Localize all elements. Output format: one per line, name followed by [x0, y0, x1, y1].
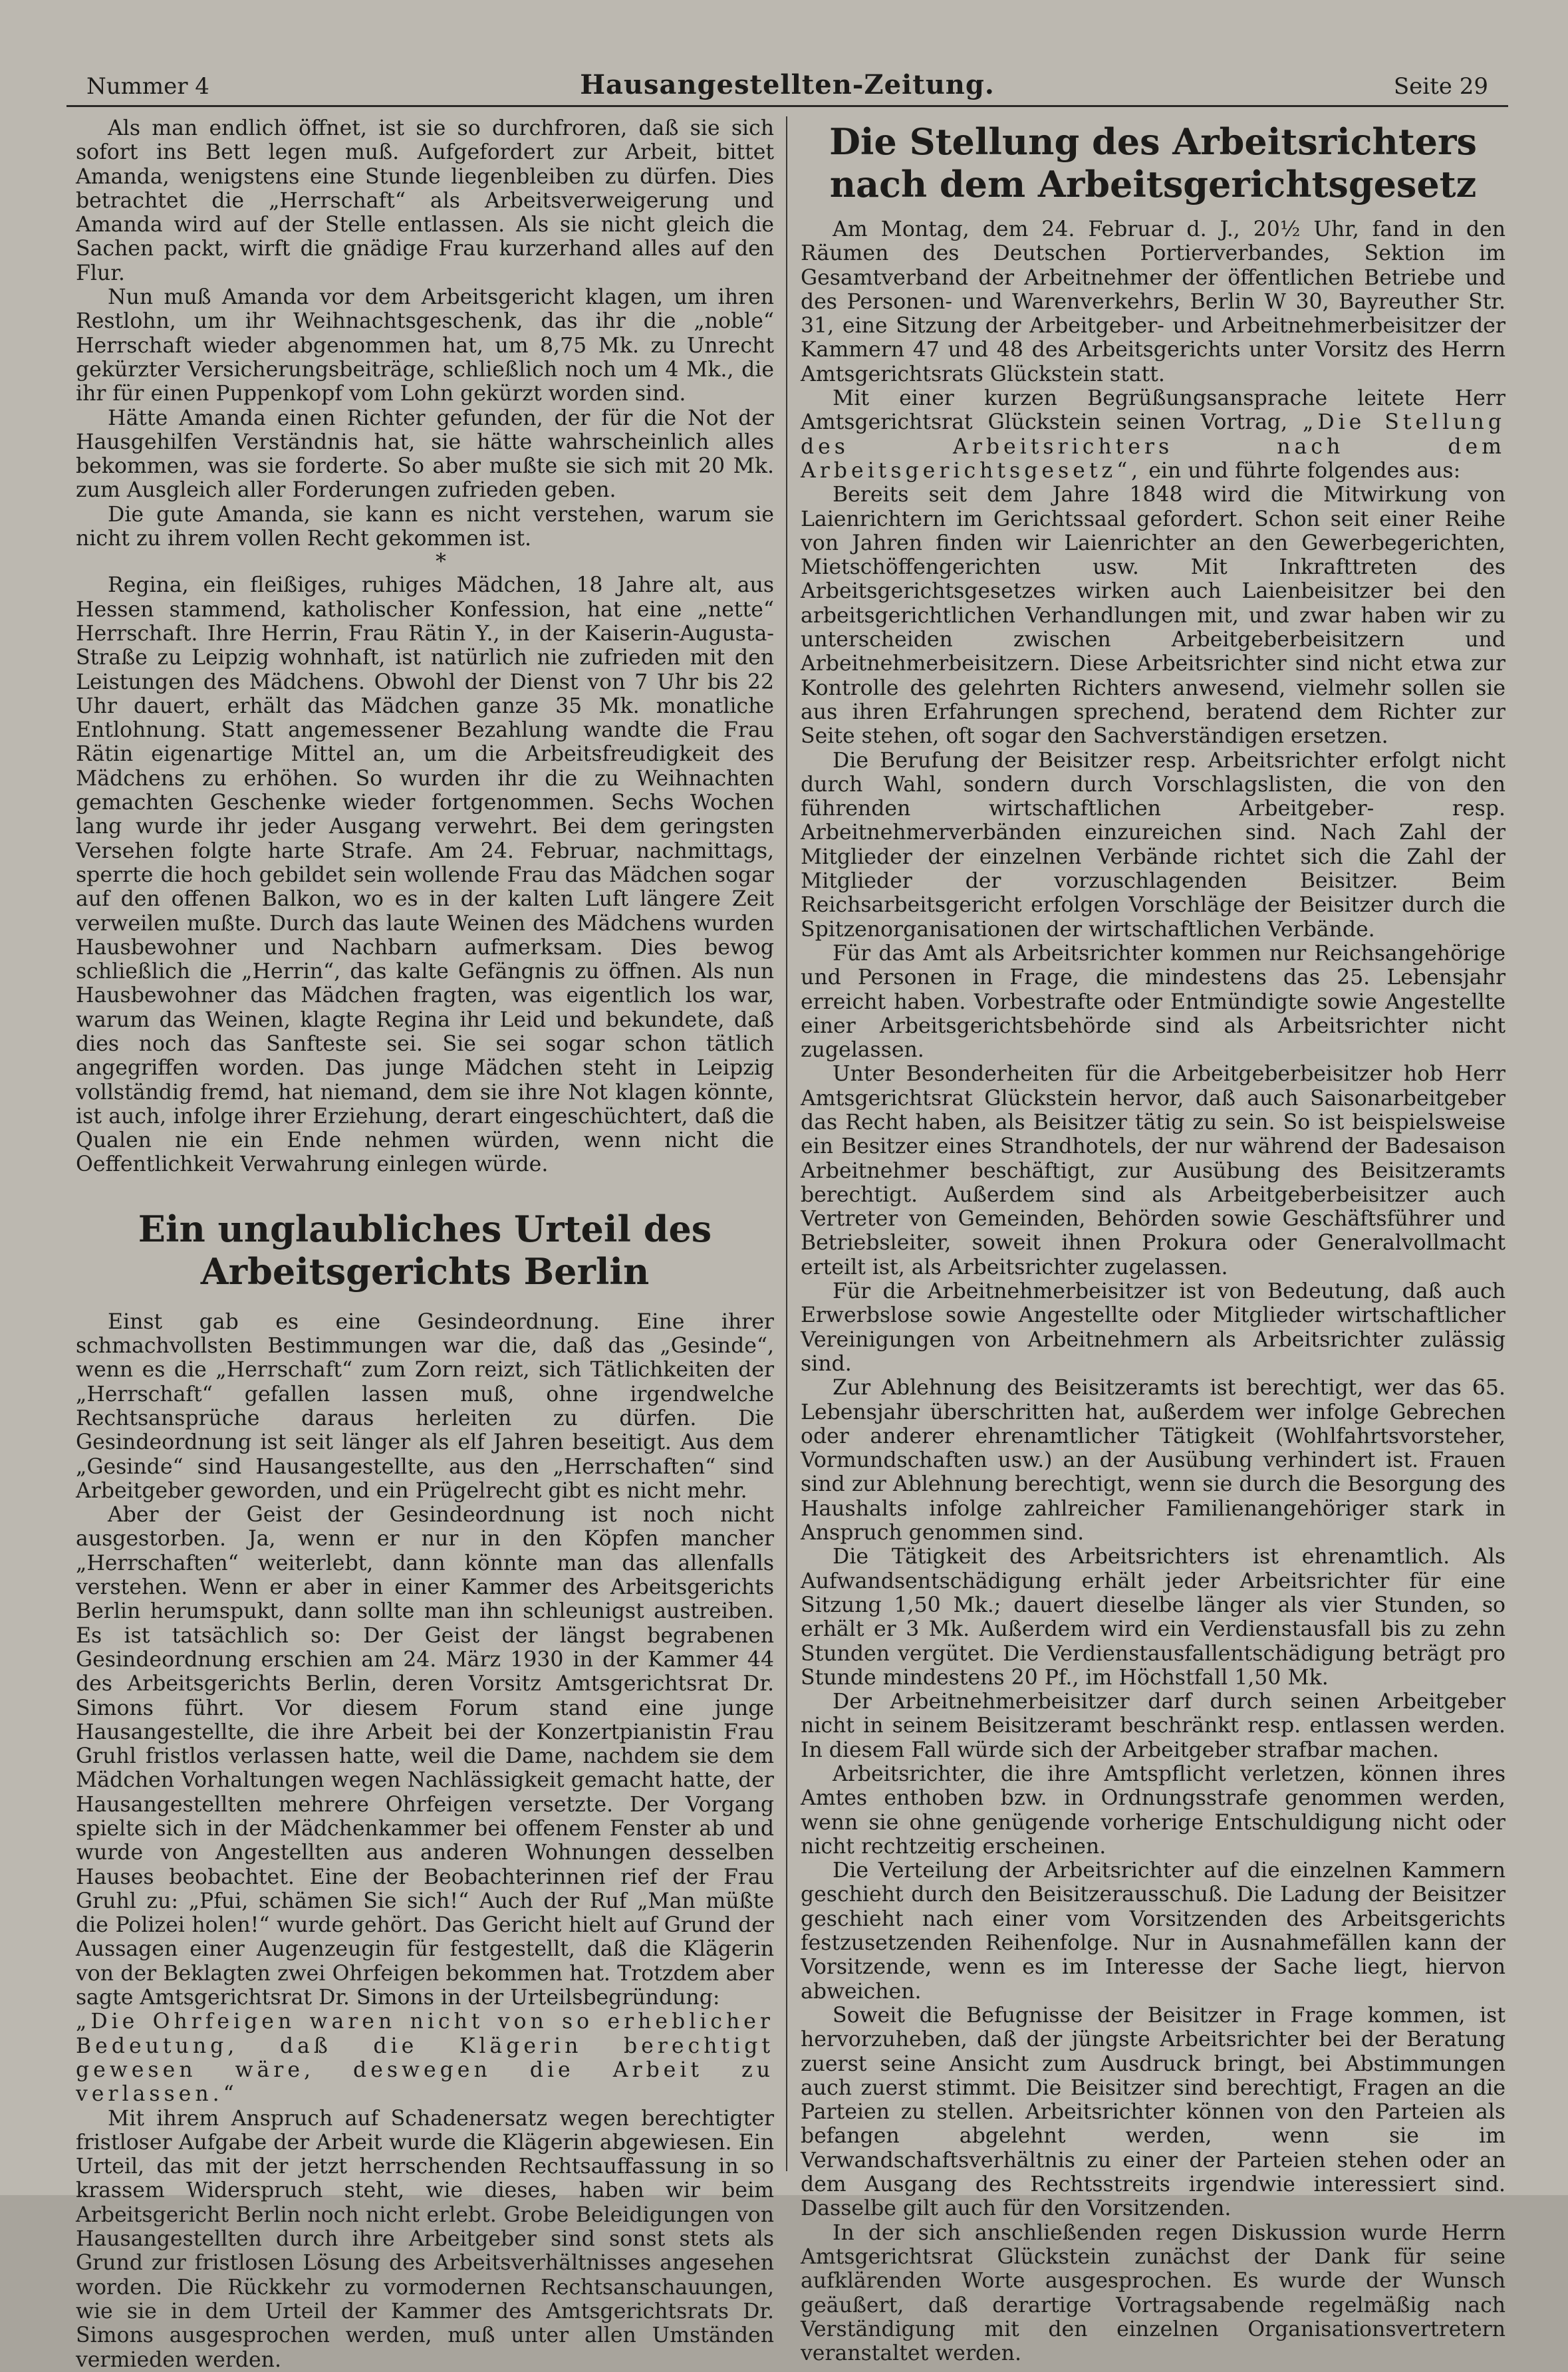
court-quote: „Die Ohrfeigen waren nicht von so erheblicher Bedeutung, daß die Klägerin berechtigt gewesen wäre, deswegen die Arbeit zu verlassen.“ — [76, 2010, 774, 2107]
issue-number: Nummer 4 — [86, 73, 209, 100]
paragraph: Für die Arbeitnehmerbeisitzer ist von Bedeutung, daß auch Erwerbslose sowie Angestellte oder Mitglieder wirtschaftlicher Vereinigungen von Arbeitnehmern als Arbeitsrichter zulässig sind. — [801, 1279, 1505, 1376]
paragraph-text: ein und führte folgendes aus: — [1148, 458, 1461, 483]
paragraph: Die Tätigkeit des Arbeitsrichters ist ehrenamtlich. Als Aufwandsentschädigung erhält jeder Arbeitsrichter für eine Sitzung 1,50 Mk.; dauert dieselbe länger als vier Stunden, so erhält er 3 Mk. Außerdem wird ein Verdienstausfall bis zu zehn Stunden vergütet. Die Verdienstausfallentschädigung beträgt pro Stunde mindestens 20 Pf., im Höchstfall 1,50 Mk. — [801, 1545, 1505, 1690]
article-heading: Die Stellung des Arbeitsrichters nach dem Arbeitsgerichtsgesetz — [829, 120, 1477, 205]
paragraph: Zur Ablehnung des Beisitzeramts ist berechtigt, wer das 65. Lebensjahr überschritten hat, außerdem wer infolge Gebrechen oder anderer ehrenamtlicher Tätigkeit (Wohlfahrtsvorsteher, Vormundschaften usw.) an der Ausübung verhindert ist. Frauen sind zur Ablehnung berechtigt, wenn sie durch die Besorgung des Haushalts infolge zahlreicher Familienangehöriger stark in Anspruch genommen sind. — [801, 1376, 1505, 1545]
article-heading: Ein unglaubliches Urteil des Arbeitsgerichts Berlin — [138, 1207, 712, 1293]
paragraph: Mit ihrem Anspruch auf Schadenersatz wegen berechtigter fristloser Aufgabe der Arbeit wurde die Klägerin abgewiesen. Ein Urteil, das mit der jetzt herrschenden Rechtsauffassung in so krassem Widerspruch steht, wie dieses, haben wir beim Arbeitsgericht Berlin noch nicht erlebt. Grobe Beleidigungen von Hausangestellten durch ihre Arbeitgeber sind sonst stets als Grund zur fristlosen Lösung des Arbeitsverhältnisses angesehen worden. Die Rückkehr zu vormodernen Rechtsanschauungen, wie sie in dem Urteil der Kammer des Amtsgerichtsrats Dr. Simons ausgesprochen werden, muß unter allen Umständen vermieden werden. — [76, 2106, 774, 2372]
paragraph: Regina, ein fleißiges, ruhiges Mädchen, 18 Jahre alt, aus Hessen stammend, katholischer Konfession, hat eine „nette“ Herrschaft. Ihre Herrin, Frau Rätin Y., in der Kaiserin-Augusta-Straße zu Leipzig wohnhaft, ist natürlich nie zufrieden mit den Leistungen des Mädchens. Obwohl der Dienst von 7 Uhr bis 22 Uhr dauert, erhält das Mädchen ganze 35 Mk. monatliche Entlohnung. Statt angemessener Bezahlung wandte die Frau Rätin eigenartige Mittel an, um die Arbeitsfreudigkeit des Mädchens zu erhöhen. So wurden ihr die zu Weihnachten gemachten Geschenke wieder fortgenommen. Sechs Wochen lang wurde ihr jeder Ausgang verwehrt. Bei dem geringsten Versehen folgte harte Strafe. Am 24. Februar, nachmittags, sperrte die hoch gebildet sein wollende Frau das Mädchen sogar auf den offenen Balkon, wo es in der kalten Luft längere Zeit verweilen mußte. Durch das laute Weinen des Mädchens wurden Hausbewohner und Nachbarn aufmerksam. Dies bewog schließlich die „Herrin“, das kalte Gefängnis zu öffnen. Als nun Hausbewohner das Mädchen fragten, was eigentlich los war, warum das Weinen, klagte Regina ihr Leid und bekundete, daß dies noch das Sanfteste sei. Sie sei sogar schon tätlich angegriffen worden. Das junge Mädchen steht in Leipzig vollständig fremd, hat niemand, dem sie ihre Not klagen könnte, ist auch, infolge ihrer Erziehung, derart eingeschüchtert, daß die Qualen nie ein Ende nehmen würden, wenn nicht die Oeffentlichkeit Verwahrung einlegen würde. — [76, 573, 774, 1177]
paragraph: Soweit die Befugnisse der Beisitzer in Frage kommen, ist hervorzuheben, daß der jüngste Arbeitsrichter bei der Beratung zuerst seine Ansicht zum Ausdruck bringt, bei Abstimmungen auch zuerst stimmt. Die Beisitzer sind berechtigt, Fragen an die Parteien zu stellen. Arbeitsrichter können von den Parteien als befangen abgelehnt werden, wenn sie im Verwandschaftsverhältnis zu einer der Parteien stehen oder an dem Ausgang des Rechtsstreits irgendwie interessiert sind. Dasselbe gilt auch für den Vorsitzenden. — [801, 2003, 1505, 2221]
article-columns — [66, 116, 1508, 2372]
paragraph: Hätte Amanda einen Richter gefunden, der für die Not der Hausgehilfen Verständnis hat, sie hätte wahrscheinlich alles bekommen, was sie forderte. So aber mußte sie sich mit 20 Mk. zum Ausgleich aller Forderungen zufrieden geben. — [76, 406, 774, 503]
column-divider — [786, 116, 787, 2171]
paragraph: In der sich anschließenden regen Diskussion wurde Herrn Amtsgerichtsrat Glückstein zunächst der Dank für seine aufklärenden Worte ausgesprochen. Es wurde der Wunsch geäußert, daß derartige Vortragsabende regelmäßig nach Verständigung mit den einzelnen Organisationsvertretern veranstaltet werden. — [801, 2220, 1505, 2366]
paragraph: Die gute Amanda, sie kann es nicht verstehen, warum sie nicht zu ihrem vollen Recht gekommen ist. — [76, 502, 774, 551]
paragraph: Als man endlich öffnet, ist sie so durchfroren, daß sie sich sofort ins Bett legen muß. Aufgefordert zur Arbeit, bittet Amanda, wenigstens eine Stunde liegenbleiben zu dürfen. Dies betrachtet die „Herrschaft“ als Arbeitsverweigerung und Amanda wird auf der Stelle entlassen. Als sie nicht gleich die Sachen packt, wirft die gnädige Frau kurzerhand alles auf den Flur. — [76, 116, 774, 285]
left-column — [76, 116, 774, 2372]
paragraph: Aber der Geist der Gesindeordnung ist noch nicht ausgestorben. Ja, wenn er nur in den Köpfen mancher „Herrschaften“ weiterlebt, dann könnte man das allenfalls verstehen. Wenn er aber in einer Kammer des Arbeitsgerichts Berlin herumspukt, dann sollte man ihn schleunigst austreiben. Es ist tatsächlich so: Der Geist der längst begrabenen Gesindeordnung erschien am 24. März 1930 in der Kammer 44 des Arbeitsgerichts Berlin, deren Vorsitz Amtsgerichtsrat Dr. Simons führt. Vor diesem Forum stand eine junge Hausangestellte, die ihre Arbeit bei der Konzertpianistin Frau Gruhl fristlos verlassen hatte, weil die Dame, nachdem sie dem Mädchen Vorhaltungen wegen Nachlässigkeit gemacht hatte, der Hausangestellten mehrere Ohrfeigen versetzte. Der Vorgang spielte sich in der Mädchenkammer bei offenem Fenster ab und wurde von Angestellten aus anderen Wohnungen desselben Hauses beobachtet. Eine der Beobachterinnen rief der Frau Gruhl zu: „Pfui, schämen Sie sich!“ Auch der Ruf „Man müßte die Polizei holen!“ wurde gehört. Das Gericht hielt auf Grund der Aussagen einer Augenzeugin für festgestellt, daß die Klägerin von der Beklagten zwei Ohrfeigen bekommen hat. Trotzdem aber sagte Amtsgerichtsrat Dr. Simons in der Urteilsbegründung: — [76, 1503, 774, 2010]
paragraph: Der Arbeitnehmerbeisitzer darf durch seinen Arbeitgeber nicht in seinem Beisitzeramt beschränkt resp. entlassen werden. In diesem Fall würde sich der Arbeitgeber strafbar machen. — [801, 1690, 1505, 1762]
paragraph — [801, 386, 1505, 483]
paragraph: Nun muß Amanda vor dem Arbeitsgericht klagen, um ihren Restlohn, um ihr Weihnachtsgeschenk, das ihr die „noble“ Herrschaft wieder abgenommen hat, um 8,75 Mk. zu Unrecht gekürzter Versicherungsbeiträge, schließlich noch um 4 Mk., die ihr für einen Puppenkopf vom Lohn gekürzt worden sind. — [76, 285, 774, 406]
section-separator: * — [436, 550, 446, 575]
paragraph: Bereits seit dem Jahre 1848 wird die Mitwirkung von Laienrichtern im Gerichtssaal gefordert. Schon seit einer Reihe von Jahren finden wir Laienrichter an den Gewerbegerichten, Mietschöffengerichten usw. Mit Inkrafttreten des Arbeitsgerichtsgesetzes wirken auch Laienbeisitzer bei den arbeitsgerichtlichen Verhandlungen mit, und zwar haben wir zu unterscheiden zwischen Arbeitgeberbeisitzern und Arbeitnehmerbeisitzern. Diese Arbeitsrichter sind nicht etwa zur Kontrolle des gelehrten Richters anwesend, vielmehr sollen sie aus ihren Erfahrungen sprechend, beratend dem Richter zur Seite stehen, oft sogar den Sachverständigen ersetzen. — [801, 483, 1505, 749]
paragraph: Die Berufung der Beisitzer resp. Arbeitsrichter erfolgt nicht durch Wahl, sondern durch Vorschlagslisten, die von den führenden wirtschaftlichen Arbeitgeber- resp. Arbeitnehmerverbänden einzureichen sind. Nach Zahl der Mitglieder der einzelnen Verbände richtet sich die Zahl der Mitglieder der vorzuschlagenden Beisitzer. Beim Reichsarbeitsgericht erfolgen Vorschläge der Beisitzer durch die Spitzenorganisationen der wirtschaftlichen Verbände. — [801, 748, 1505, 942]
paragraph: Am Montag, dem 24. Februar d. J., 20½ Uhr, fand in den Räumen des Deutschen Portierverbandes, Sektion im Gesamtverband der Arbeitnehmer der öffentlichen Betriebe und des Personen- und Warenverkehrs, Berlin W 30, Bayreuther Str. 31, eine Sitzung der Arbeitgeber- und Arbeitnehmerbeisitzer der Kammern 47 und 48 des Arbeitsgerichts unter Vorsitz des Herrn Amtsgerichtsrats Glückstein statt. — [801, 217, 1505, 386]
paragraph-text: Mit einer kurzen Begrüßungsansprache leitete Herr Amtsgerichtsrat Glückstein seinen Vortrag, — [801, 386, 1505, 435]
paragraph: Einst gab es eine Gesindeordnung. Eine ihrer schmachvollsten Bestimmungen war die, daß das „Gesinde“, wenn es die „Herrschaft“ zum Zorn reizt, sich Tätlichkeiten der „Herrschaft“ gefallen lassen muß, ohne irgendwelche Rechtsansprüche daraus herleiten zu dürfen. Die Gesindeordnung ist seit länger als elf Jahren beseitigt. Aus dem „Gesinde“ sind Hausangestellte, aus den „Herrschaften“ sind Arbeitgeber geworden, und ein Prügelrecht gibt es nicht mehr. — [76, 1309, 774, 1503]
page-number: Seite 29 — [1393, 73, 1488, 100]
newspaper-title: Hausangestellten-Zeitung. — [580, 69, 995, 100]
lecture-title: „Die Stellung des Arbeitsrichters nach dem Arbeitsgerichtsgesetz“, — [801, 410, 1506, 483]
right-column — [801, 116, 1506, 2366]
paragraph: Für das Amt als Arbeitsrichter kommen nur Reichsangehörige und Personen in Frage, die mindestens das 25. Lebensjahr erreicht haben. Vorbestrafte oder Entmündigte sowie Angestellte einer Arbeitsgerichtsbehörde sind als Arbeitsrichter nicht zugelassen. — [801, 941, 1505, 1063]
paragraph: Die Verteilung der Arbeitsrichter auf die einzelnen Kammern geschieht durch den Beisitzerausschuß. Die Ladung der Beisitzer geschieht nach einer vom Vorsitzenden des Arbeitsgerichts festzusetzenden Reihenfolge. Nur in Ausnahmefällen kann der Vorsitzende, wenn es im Interesse der Sache liegt, hiervon abweichen. — [801, 1859, 1505, 2004]
page-header — [66, 59, 1508, 107]
paragraph: Arbeitsrichter, die ihre Amtspflicht verletzen, können ihres Amtes enthoben bzw. in Ordnungsstrafe genommen werden, wenn sie ohne genügende vorherige Entschuldigung nicht oder nicht rechtzeitig erscheinen. — [801, 1762, 1505, 1859]
paragraph: Unter Besonderheiten für die Arbeitgeberbeisitzer hob Herr Amtsgerichtsrat Glückstein hervor, daß auch Saisonarbeitgeber das Recht haben, als Beisitzer tätig zu sein. So ist beispielsweise ein Besitzer eines Strandhotels, der nur während der Badesaison Arbeitnehmer beschäftigt, zur Ausübung des Beisitzeramts berechtigt. Außerdem sind als Arbeitgeberbeisitzer auch Vertreter von Gemeinden, Behörden sowie Geschäftsführer und Betriebsleiter, soweit ihnen Prokura oder Generalvollmacht erteilt ist, als Arbeitsrichter zugelassen. — [801, 1062, 1505, 1279]
